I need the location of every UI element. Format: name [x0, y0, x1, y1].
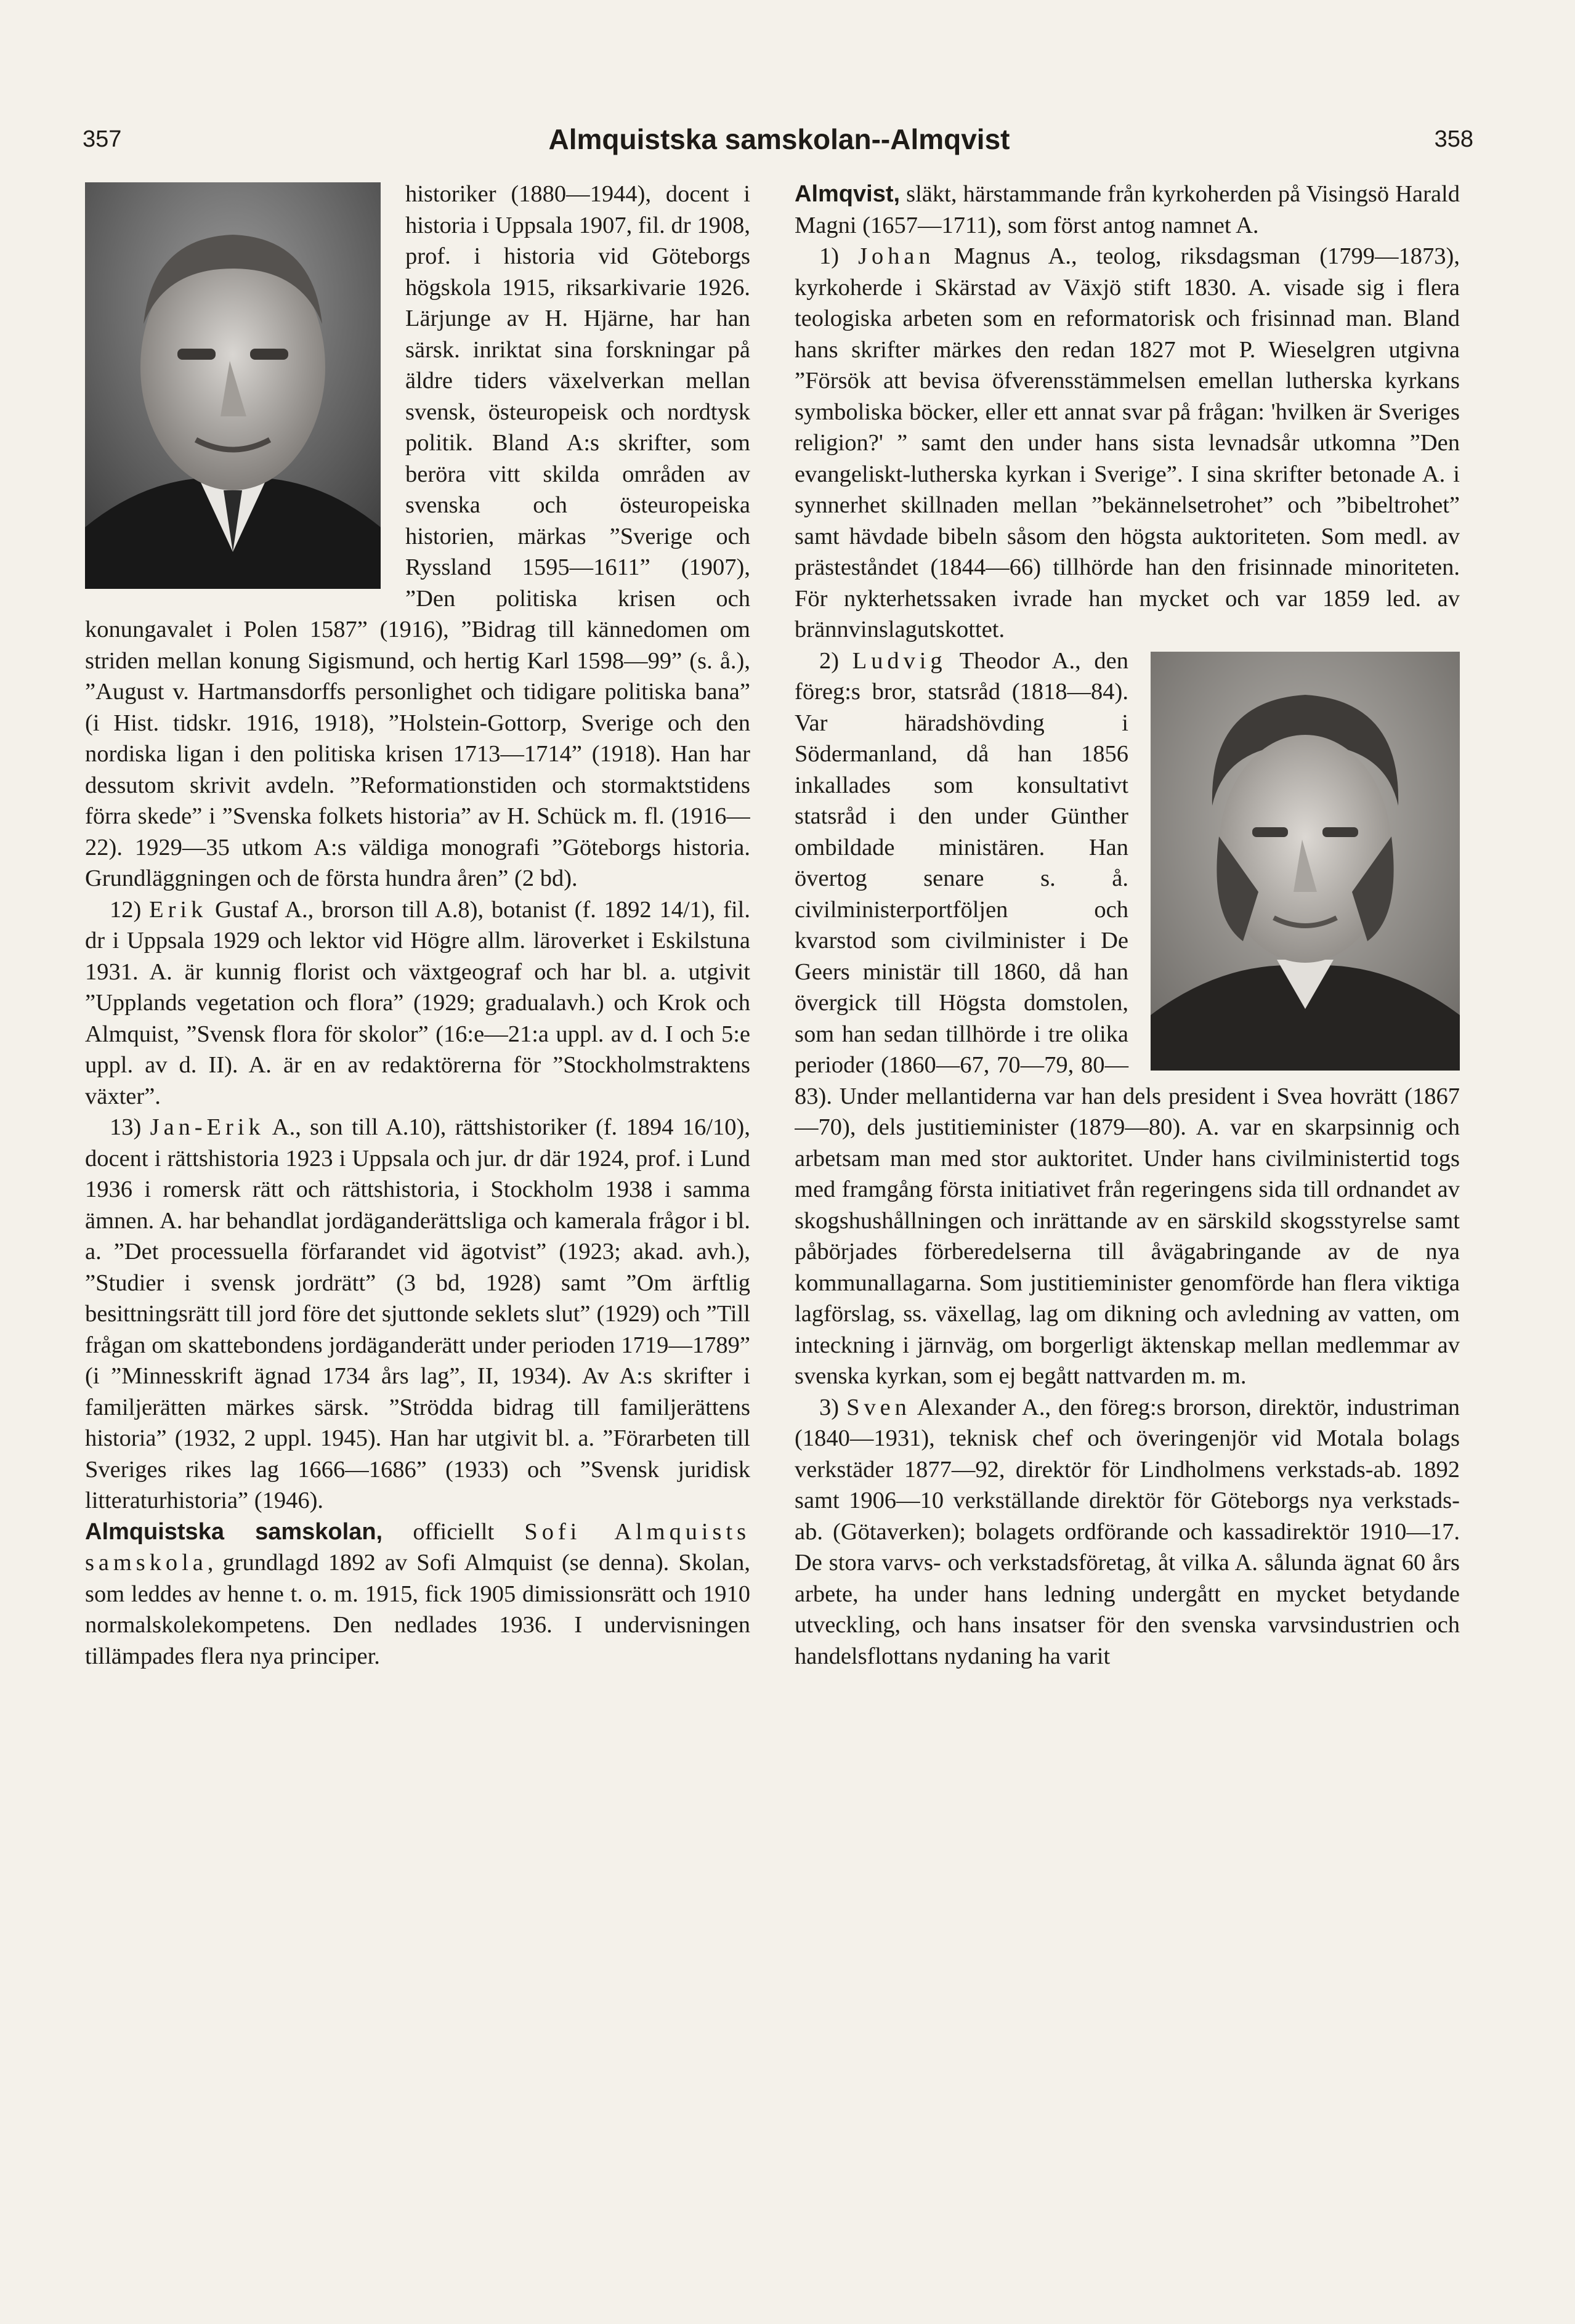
- headword: Almqvist,: [795, 181, 901, 207]
- page-number-left: 357: [83, 126, 122, 152]
- paragraph: Almqvist, släkt, härstammande från kyrkoherden på Visingsö Harald Magni (1657—1711), som först antog namnet A.: [795, 181, 1460, 238]
- portrait-photo: [85, 182, 381, 589]
- headword: Almquistska samskolan,: [85, 1518, 383, 1545]
- paragraph: 1) Johan Magnus A., teolog, riksdagsman (1799—1873), kyrkoherde i Skärstad av Växjö stift 1830. A. visade sig i flera teologiska arbeten som en reformatorisk och frisinnad man. Bland hans skrifter märkes den redan 1827 mot P. Wieselgren utgivna ”Försök att bevisa öfverensstämmelsen emellan lutherska kyrkans symboliska böcker, eller ett annat svar på frågan: 'hvilken är Sveriges religion?' ” samt den under hans sista levnadsår utkomna ”Den evangeliskt-lutherska kyrkan i Sverige”. I sina skrifter betonade A. i synnerhet skillnaden mellan ”bekännelsetrohet” och ”bibeltrohet” samt hävdade bibeln såsom den högsta auktoriteten. Som medl. av prästeståndet (1844—66) tillhörde han den frisinnade minoriteten. För nykterhetssaken ivrade han mycket och var 1859 led. av brännvinslagutskottet.: [795, 243, 1460, 642]
- paragraph: Almquistska samskolan, officiellt Sofi Almquists samskola, grundlagd 1892 av Sofi Almquist (se denna). Skolan, som leddes av henne t. o. m. 1915, fick 1905 dimissionsrätt och 1910 normalskolekompetens. Den nedlades 1936. I undervisningen tillämpades flera nya principer.: [85, 1518, 750, 1669]
- running-title: Almquistska samskolan--Almqvist: [548, 123, 1010, 155]
- page-number-right: 358: [1434, 126, 1473, 152]
- left-column: [85, 179, 750, 2180]
- paragraph: 3) Sven Alexander A., den föreg:s brorson, direktör, industriman (1840—1931), teknisk chef och överingenjör vid Motala bolags verkstäder 1877—92, direktör för Lindholmens verkstads-ab. 1892 samt 1906—10 verkställande direktör för Göteborgs nya verkstads-ab. (Götaverken); bolagets ordförande och kassadirektör 1910—17. De stora varvs- och verkstadsföretag, åt vilka A. sålunda ägnat 60 års arbete, ha under hans ledning undergått en mycket betydande utveckling, och hans insatser för den svenska varvsindustrien och handelsflottans nydaning ha varit: [795, 1394, 1460, 1669]
- running-header: [80, 123, 1478, 169]
- portrait-engraving: [1151, 652, 1460, 1071]
- paragraph: historiker (1880—1944), docent i historia i Uppsala 1907, fil. dr 1908, prof. i historia vid Göteborgs högskola 1915, riksarkivarie 1926. Lärjunge av H. Hjärne, har han särsk. inriktat sina forskningar på äldre tiders växelverkan mellan svensk, östeuropeisk och nordtysk politik. Bland A:s skrifter, som beröra vitt skilda områden av svenska och östeuropeiska historien, märkas ”Sverige och Ryssland 1595—1611” (1907), ”Den politiska krisen och konungavalet i Polen 1587” (1916), ”Bidrag till kännedomen om striden mellan konung Sigismund, och hertig Karl 1598—99” (s. å.), ”August v. Hartmansdorffs personlighet och tidigare politiska bana” (i Hist. tidskr. 1916, 1918), ”Holstein-Gottorp, Sverige och den nordiska ligan i den politiska krisen 1713—1714” (1918). Han har dessutom skrivit avdeln. ”Reformationstiden och stormaktstidens förra skede” i ”Svenska folkets historia” av H. Schück m. fl. (1916—22). 1929—35 utkom A:s väldiga monografi ”Göteborgs historia. Grundläggningen och de första hundra åren” (2 bd).: [85, 181, 750, 891]
- right-column: [795, 179, 1460, 2180]
- paragraph: 2) Ludvig Theodor A., den föreg:s bror, statsråd (1818—84). Var häradshövding i Södermanland, då han 1856 inkallades som konsultativt statsråd i den under Günther ombildade ministären. Han övertog senare s. å. civilministerportföljen och kvarstod som civilminister i De Geers ministär till 1860, då han övergick till Högsta domstolen, som han sedan tillhörde i tre olika perioder (1860—67, 70—79, 80—83). Under mellantiderna var han dels president i Svea hovrätt (1867—70), dels justitieminister (1879—80). A. var en skarpsinnig och arbetsam man med stor auktoritet. Under hans civilministertid togs med framgång första initiativet från regeringens sida till ordnandet av skogshushållningen och inrättande av en särskild skogsstyrelse samt påbörjades förberedelserna till åvägabringande av de nya kommunallagarna. Som justitieminister genomförde han flera viktiga lagförslag, ss. växellag, lag om dikning och avledning av vatten, om inteckning i järnväg, om borgerligt äktenskap mellan medlemmar av svenska kyrkan, som ej begått nattvarden m. m.: [795, 647, 1460, 1389]
- paragraph: 13) Jan-Erik A., son till A.10), rättshistoriker (f. 1894 16/10), docent i rättshistoria 1923 i Uppsala och jur. dr där 1924, prof. i Lund 1936 i romersk rätt och rättshistoria, i Stockholm 1938 i samma ämnen. A. har behandlat jordäganderättsliga och kamerala frågor i bl. a. ”Det processuella förfarandet vid ägotvist” (1923; akad. avh.), ”Studier i svensk jordrätt” (3 bd, 1928) samt ”Om ärftlig besittningsrätt till jord före det sjuttonde seklets slut” (1929) och ”Till frågan om skattebondens jordäganderätt under perioden 1719—1789” (i ”Minnesskrift ägnad 1734 års lag”, II, 1934). Av A:s skrifter i familjerätten märkes särsk. ”Strödda bidrag till familjerättens historia” (1932, 2 uppl. 1945). Han har utgivit bl. a. ”Förarbeten till Sveriges rikes lag 1666—1686” (1933) och ”Svensk juridisk litteraturhistoria” (1946).: [85, 1114, 750, 1513]
- paragraph: 12) Erik Gustaf A., brorson till A.8), botanist (f. 1892 14/1), fil. dr i Uppsala 1929 och lektor vid Högre allm. läroverket i Eskilstuna 1931. A. är kunnig florist och växtgeograf och har bl. a. utgivit ”Upplands vegetation och flora” (1929; gradualavh.) och Krok och Almquist, ”Svensk flora för skolor” (16:e—21:a uppl. av d. I och 5:e uppl. av d. II). A. är en av redaktörerna för ”Stockholmstraktens växter”.: [85, 896, 750, 1109]
